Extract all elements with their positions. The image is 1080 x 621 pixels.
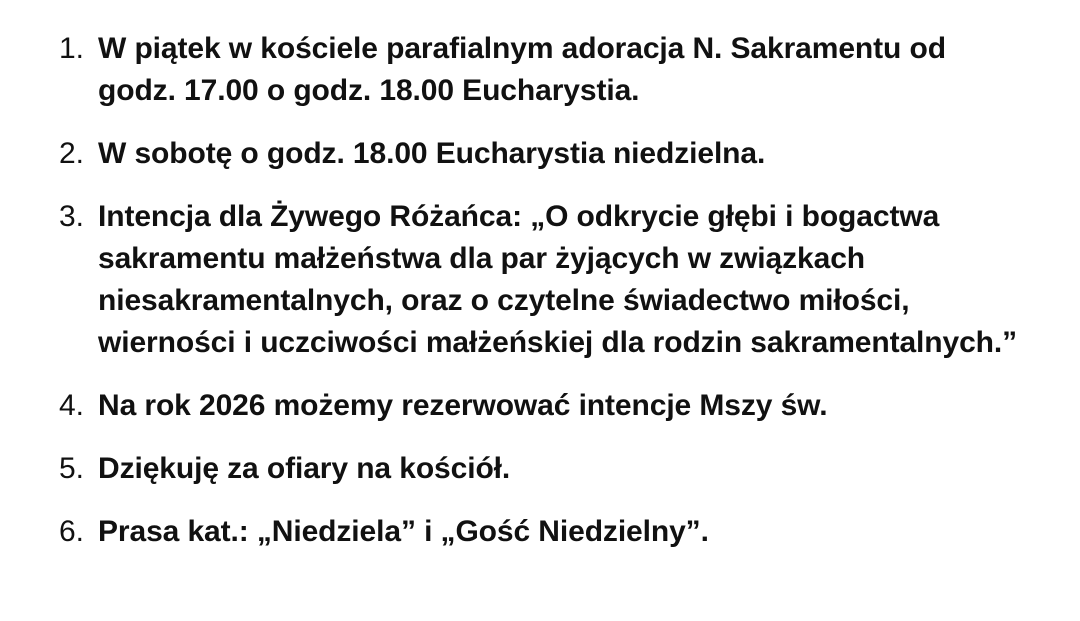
list-item-number: 1. <box>58 32 84 65</box>
list-item-text: W sobotę o godz. 18.00 Eucharystia niedzielna. <box>98 137 766 170</box>
list-item-text: Intencja dla Żywego Różańca: „O odkrycie głębi i bogactwa sakramentu małżeństwa dla par żyjących w związkach niesakramentalnych, oraz o czytelne świadectwo miłości, wierności i uczciwości małżeńskiej dla rodzin sakramentalnych.” <box>98 200 1018 359</box>
list-item-text: Dziękuję za ofiary na kościół. <box>98 452 511 485</box>
list-item <box>30 133 1050 175</box>
list-item <box>30 511 1050 553</box>
list-item-number: 4. <box>58 389 84 422</box>
list-item <box>30 28 1050 112</box>
list-item-number: 2. <box>58 137 84 170</box>
list-item-number: 6. <box>58 515 84 548</box>
list-item-text: Prasa kat.: „Niedziela” i „Gość Niedzielny”. <box>98 515 709 548</box>
list-item-number: 5. <box>58 452 84 485</box>
list-item-text: W piątek w kościele parafialnym adoracja N. Sakramentu od godz. 17.00 o godz. 18.00 Eucharystia. <box>98 32 946 107</box>
list-item <box>30 196 1050 364</box>
list-item <box>30 385 1050 427</box>
list-item <box>30 448 1050 490</box>
list-item-text: Na rok 2026 możemy rezerwować intencje Mszy św. <box>98 389 828 422</box>
announcement-list <box>30 28 1050 553</box>
list-item-number: 3. <box>58 200 84 233</box>
